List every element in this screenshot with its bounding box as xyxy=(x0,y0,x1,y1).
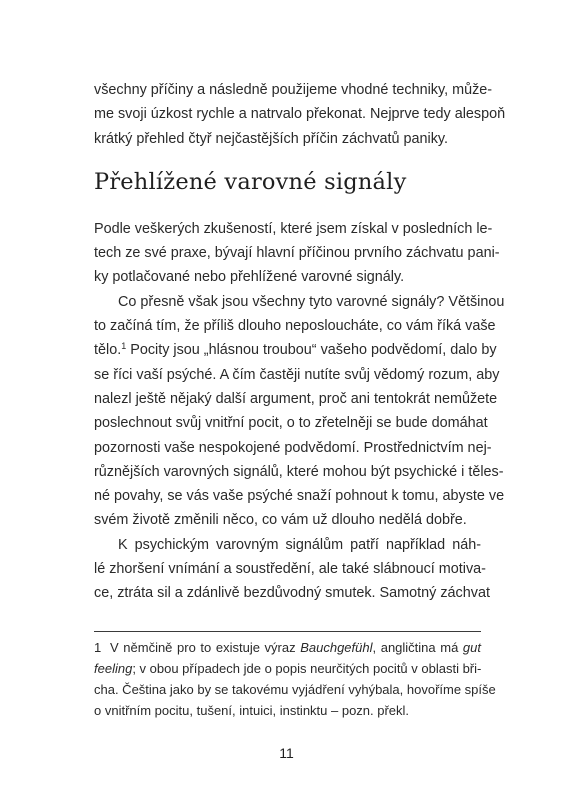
footnote-line: cha. Čeština jako by se takovému vyjádření vyhýbala, hovoříme spíše xyxy=(94,682,496,697)
footnote xyxy=(94,637,496,721)
text-line: tech ze své praxe, bývají hlavní příčinou prvního záchvatu pani- xyxy=(94,245,500,262)
paragraph-3 xyxy=(94,533,490,606)
footnote-separator xyxy=(94,631,481,632)
section-heading: Přehlížené varovné signály xyxy=(94,168,407,195)
text-line: né povahy, se vás vaše psýché snaží pohnout k tomu, abyste ve xyxy=(94,488,505,505)
paragraph-2 xyxy=(94,290,505,533)
footnote-number: 1 xyxy=(94,640,102,655)
text-fragment: V němčině pro to existuje výraz xyxy=(110,640,301,655)
text-line: různějších varovných signálů, které mohou být psychické i těles- xyxy=(94,463,504,480)
text-fragment: ; v obou případech jde o popis neurčitých pocitů v oblasti bři- xyxy=(132,661,482,676)
foreign-term: feeling xyxy=(94,661,133,676)
footnote-line xyxy=(94,658,481,679)
text-line: K psychickým varovným signálům patří například náh- xyxy=(118,536,481,553)
text-line: me svoji úzkost rychle a natrvalo překonat. Nejprve tedy alespoň xyxy=(94,106,506,123)
text-line: se říci vaší psýché. A čím častěji nutíte svůj vědomý rozum, aby xyxy=(94,366,500,383)
text-fragment: tělo. xyxy=(94,342,122,359)
footnote-line: o vnitřním pocitu, tušení, intuici, instinktu – pozn. překl. xyxy=(94,703,410,718)
text-line xyxy=(94,338,497,362)
text-fragment: , angličtina má xyxy=(372,640,463,655)
text-line: nalezl ještě nějaký další argument, proč ani tentokrát nemůžete xyxy=(94,390,498,407)
text-fragment: Pocity jsou „hlásnou troubou“ vašeho podvědomí, dalo by xyxy=(126,342,497,359)
footnote-line xyxy=(94,637,481,658)
foreign-term: gut xyxy=(462,640,481,655)
intro-paragraph xyxy=(94,78,506,151)
page-number: 11 xyxy=(279,745,294,761)
text-line: pozornosti vaše nespokojené podvědomí. Prostřednictvím nej- xyxy=(94,439,492,456)
page-text-block xyxy=(94,78,506,606)
foreign-term: Bauchgefühl xyxy=(300,640,373,655)
text-line: krátký přehled čtyř nejčastějších příčin záchvatů paniky. xyxy=(94,130,449,147)
paragraph-1 xyxy=(94,217,500,290)
text-line: Podle veškerých zkušeností, které jsem získal v posledních le- xyxy=(94,220,493,237)
text-line: lé zhoršení vnímání a soustředění, ale také slábnoucí motiva- xyxy=(94,561,486,578)
text-line: Co přesně však jsou všechny tyto varovné signály? Většinou xyxy=(118,293,505,310)
text-line: poslechnout svůj vnitřní pocit, o to zřetelněji se bude domáhat xyxy=(94,415,488,432)
text-line: všechny příčiny a následně použijeme vhodné techniky, může- xyxy=(94,82,493,98)
text-line: to začíná tím, že příliš dlouho neposloucháte, co vám říká vaše xyxy=(94,318,496,335)
footnote-reference: 1 xyxy=(121,341,127,352)
text-line: ce, ztráta sil a zdánlivě bezdůvodný smutek. Samotný záchvat xyxy=(94,585,490,602)
text-line: ky potlačované nebo přehlížené varovné signály. xyxy=(94,269,405,286)
text-line: svém životě změnili něco, co vám už dlouho nedělá dobře. xyxy=(94,512,467,529)
